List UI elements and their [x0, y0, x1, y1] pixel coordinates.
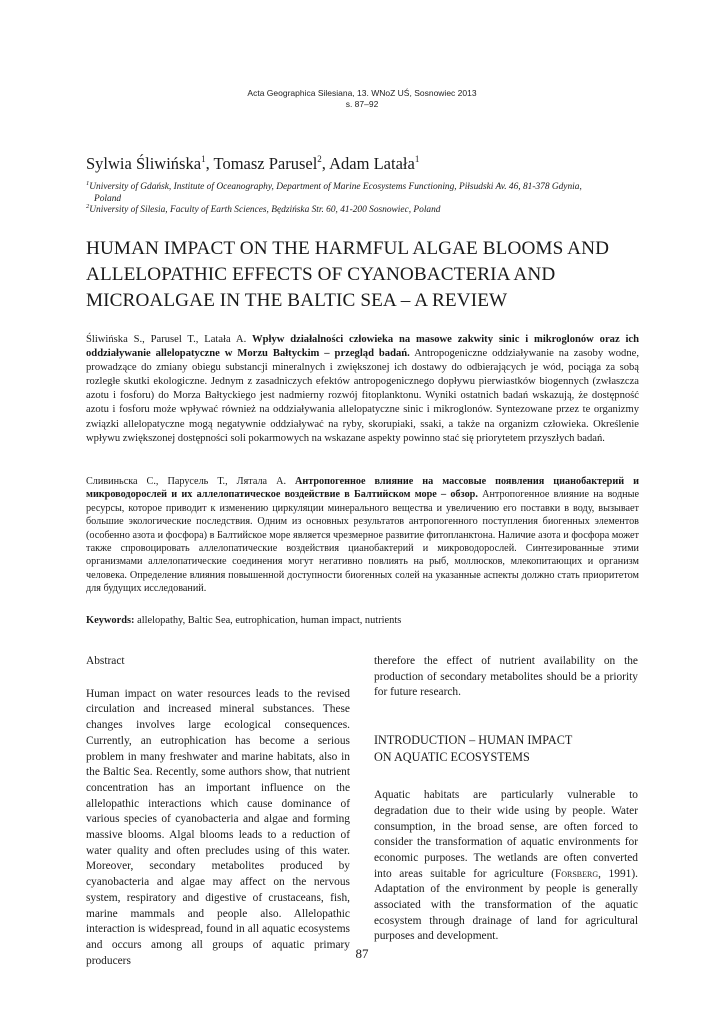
keywords-text: allelopathy, Baltic Sea, eutrophication, human impact, nutrients [134, 615, 402, 626]
abstract-title: Wpływ działalności człowieka na masowe zakwity sinic i mikroglonów oraz ich oddziaływanie allelopatyczne w Morzu Bałtyckim – przegląd badań. [86, 334, 640, 360]
author-separator: , [205, 154, 214, 173]
body-text: , 1991). Adaptation of the environment by people is generally associated with the transformation of the aquatic ecosystem through drainage of land for agricultural purposes and development. [374, 867, 638, 943]
affiliation-text: University of Gdańsk, Institute of Oceanography, Department of Marine Ecosystems Functioning, Piłsudski Av. 46, 81-378 Gdynia, [89, 182, 582, 192]
affiliation-marker: 1 [201, 154, 206, 164]
keywords [86, 614, 401, 628]
author-name: Sylwia Śliwińska [86, 154, 202, 173]
author-separator: , [321, 154, 330, 173]
journal-info: Acta Geographica Silesiana, 13. WNoZ UŚ, Sosnowiec 2013 [247, 88, 477, 98]
left-column [86, 654, 350, 969]
affiliation-number: 1 [86, 180, 90, 187]
journal-header [0, 88, 724, 110]
abstract-text: Антропогенное влияние на водные ресурсы, которое приводит к изменению циркуляции минерального вещества и увеличению его поставки в воду, вызывает большие экологические последствия. Одним из основных результатов антропогенного поступления биогенных элементов (особенно азота и фосфора) в Балтийское море является чрезмерное развитие фитопланктона. Наличие азота и фосфора может также спровоцировать аллелопатические воздействия цианобактерий и микроводорослей. Синтезированные этими организмами аллелопатические соединения могут негативно повлиять на рыб, моллюсков, млекопитающих и организм человека. Определение влияния повышенной доступности биогенных солей на указанные аспекты должно стать приоритетом для будущих исследований. [86, 489, 639, 595]
section-heading-line: ON AQUATIC ECOSYSTEMS [374, 750, 530, 765]
section-heading-line: INTRODUCTION – HUMAN IMPACT [374, 733, 573, 748]
paper-title: HUMAN IMPACT ON THE HARMFUL ALGAE BLOOMS AND ALLELOPATHIC EFFECTS OF CYANOBACTERIA AND MICROALGAE IN THE BALTIC SEA – A REVIEW [86, 238, 610, 311]
author-name: Tomasz Parusel [213, 154, 318, 173]
affiliation-text: University of Silesia, Faculty of Earth Sciences, Będzińska Str. 60, 41-200 Sosnowiec, Poland [89, 205, 441, 215]
affiliation-number: 2 [86, 203, 90, 210]
section-heading [374, 732, 638, 766]
affiliation-marker: 2 [317, 154, 322, 164]
citation-authors: Śliwińska S., Parusel T., Latała A. [86, 334, 253, 345]
abstract-title: Антропогенное влияние на массовые появления цианобактерий и микроводорослей и их аллелопатическое воздействие в Балтийском море – обзор. [86, 476, 639, 501]
citation: Forsberg [554, 867, 599, 880]
abstract-heading: Abstract [86, 655, 125, 667]
introduction-text [374, 788, 638, 945]
affiliation-text: Poland [94, 194, 122, 204]
abstract-continuation: therefore the effect of nutrient availability on the production of secondary metabolites should be a priority for future research. [374, 655, 638, 699]
abstract-russian [86, 475, 639, 596]
right-column [374, 654, 638, 945]
page-range: s. 87–92 [345, 99, 379, 109]
abstract-text: Antropogeniczne oddziaływanie na zasoby wodne, prowadzące do zmiany obiegu substancji mineralnych i zwiększonej ich dostawy do odbierających je wód, pociąga za sobą rozległe skutki ekologiczne. Jednym z zasadniczych efektów antropogenicznego dopływu pierwiastków biogennych (zwłaszcza azotu i fosforu) do Morza Bałtyckiego jest nadmierny rozwój fitoplanktonu. Wyniki ostatnich badań wskazują, że dostępność azotu i fosforu może wpływać również na oddziaływania allelopatyczne sinic i mikroglonów. Syntezowane przez te organizmy związki allelopatyczne mogą negatywnie oddziaływać na ryby, skorupiaki, ssaki, a także na organizm człowieka. Określenie wpływu zwiększonej dostępności soli pokarmowych na wskazane aspekty powinno stać się priorytetem przyszłych badań. [86, 348, 639, 444]
keywords-label: Keywords: [86, 615, 135, 626]
citation-authors: Сливиньска С., Парусель Т., Лятала А. [86, 476, 296, 487]
page-number: 87 [355, 946, 369, 961]
body-text: Aquatic habitats are particularly vulnerable to degradation due to their wide using by people. Water consumption, in the broad sense, are often forced to consider the transformation of aquatic environments for economic purposes. The wetlands are often converted into areas suitable for agriculture ( [374, 789, 638, 880]
abstract-polish [86, 333, 639, 446]
affiliation-marker: 1 [414, 154, 420, 164]
author-list [86, 149, 419, 174]
abstract-english: Human impact on water resources leads to the revised circulation and increased mineral substances. These changes involves large ecological consequences. Currently, an eutrophication has become a serious problem in many freshwater and marine habitats, also in the Baltic Sea. Recently, some authors show, that nutrient concentration has an important influence on the allelopathic interactions which cause dominance of various species of cyanobacteria and algae and forming massive blooms. Algal blooms leads to a reduction of water quality and often precludes using of this water. Moreover, secondary metabolites produced by cyanobacteria and algae may affect on the nervous system, respiratory and digestive of crustaceans, fish, marine mammals and people also. Allelopathic interaction is widespread, found in all aquatic ecosystems and occurs among all groups of aquatic primary producers [86, 687, 350, 967]
author-name: Adam Latała [329, 154, 415, 173]
affiliation [86, 201, 646, 216]
